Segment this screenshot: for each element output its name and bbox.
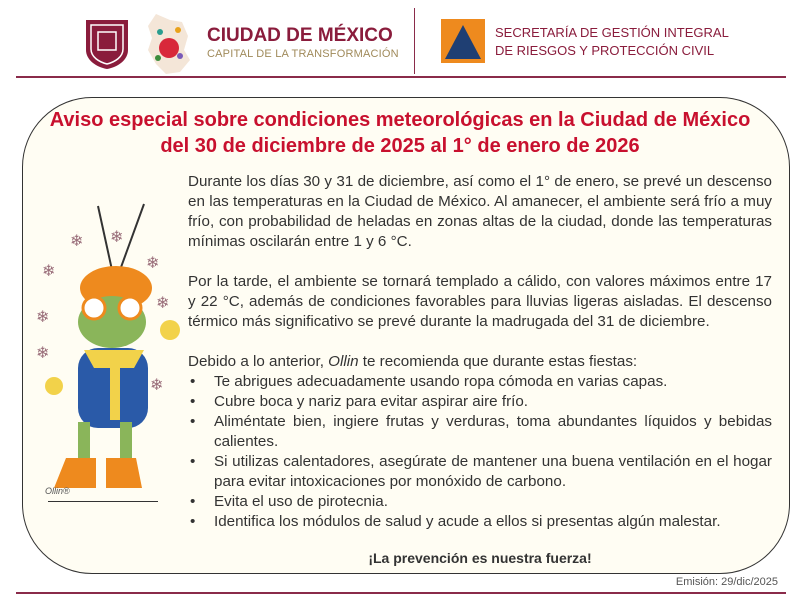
list-item: • Si utilizas calentadores, asegúrate de mantener una buena ventilación en el hogar para evitar intoxicaciones por monóxido de carbono. xyxy=(188,452,772,492)
proteccion-civil-logo xyxy=(441,19,485,63)
list-item: • Cubre boca y nariz para evitar aspirar aire frío. xyxy=(188,392,772,412)
list-item: • Aliméntate bien, ingiere frutas y verduras, toma abundantes líquidos y bebidas calientes. xyxy=(188,412,772,452)
title-line2: del 30 de diciembre de 2025 al 1° de enero de 2026 xyxy=(160,135,640,157)
svg-text:❄: ❄ xyxy=(36,345,50,362)
header-rule xyxy=(16,76,786,78)
mascot-label: Ollin® xyxy=(45,486,70,496)
ollin-mascot-illustration xyxy=(28,200,188,500)
city-name: CIUDAD DE MÉXICO xyxy=(207,25,393,46)
svg-text:❄: ❄ xyxy=(70,233,84,250)
recommendation-intro xyxy=(188,352,772,372)
svg-text:❄: ❄ xyxy=(42,263,56,280)
cdmx-shield-logo xyxy=(84,18,130,70)
svg-text:❄: ❄ xyxy=(156,295,170,312)
agency-line1: SECRETARÍA DE GESTIÓN INTEGRAL xyxy=(495,25,729,40)
mascot-underline xyxy=(48,501,158,502)
notice-title xyxy=(0,107,800,159)
header-divider xyxy=(414,8,415,74)
svg-text:❄: ❄ xyxy=(146,255,160,272)
agency-line2: DE RIESGOS Y PROTECCIÓN CIVIL xyxy=(495,43,715,58)
svg-text:❄: ❄ xyxy=(36,309,50,326)
mascot-name: Ollin xyxy=(328,353,359,370)
footer-rule xyxy=(16,592,786,594)
agency-name xyxy=(495,24,729,60)
slogan: ¡La prevención es nuestra fuerza! xyxy=(368,550,592,566)
list-item: • Evita el uso de pirotecnia. xyxy=(188,492,772,512)
paragraph-forecast-afternoon: Por la tarde, el ambiente se tornará templado a cálido, con valores máximos entre 17 y 22 °C, además de condiciones favorables para lluvias ligeras aisladas. El descenso térmico más significativo se prevé durante la madrugada del 31 de diciembre. xyxy=(188,273,772,330)
svg-text:❄: ❄ xyxy=(110,229,124,246)
svg-text:❄: ❄ xyxy=(150,377,164,394)
list-item: • Identifica los módulos de salud y acude a ellos si presentas algún malestar. xyxy=(188,512,772,532)
title-line1: Aviso especial sobre condiciones meteorológicas en la Ciudad de México xyxy=(49,109,751,131)
header xyxy=(0,0,800,78)
recommendations-list xyxy=(188,372,772,532)
notice-body xyxy=(188,172,772,532)
intro-text-end: te recomienda que durante estas fiestas: xyxy=(358,353,638,370)
list-item: • Te abrigues adecuadamente usando ropa cómoda en varias capas. xyxy=(188,372,772,392)
emission-date: Emisión: 29/dic/2025 xyxy=(675,576,778,588)
cdmx-heart-logo xyxy=(146,10,192,76)
paragraph-forecast-morning: Durante los días 30 y 31 de diciembre, así como el 1° de enero, se prevé un descenso en las temperaturas en la Ciudad de México. Al amanecer, el ambiente será frío a muy frío, con probabilidad de heladas en zonas altas de la ciudad, donde las temperaturas mínimas oscilarán entre 1 y 6 °C. xyxy=(188,173,772,250)
intro-text: Debido a lo anterior, xyxy=(188,353,329,370)
city-tagline: CAPITAL DE LA TRANSFORMACIÓN xyxy=(207,48,399,60)
